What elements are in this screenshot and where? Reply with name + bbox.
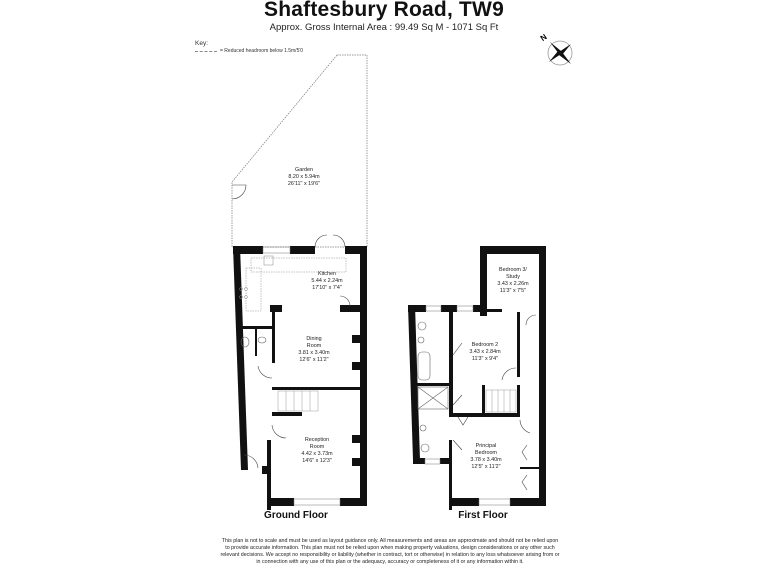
room-size-imperial: 26'11" x 19'6" xyxy=(287,181,321,187)
svg-text:N: N xyxy=(538,32,549,43)
floor-label-ground: Ground Floor xyxy=(264,510,328,521)
room-label-bedroom2 xyxy=(469,342,500,363)
room-name: Dining xyxy=(306,336,322,342)
room-name: Bedroom 2 xyxy=(471,342,499,348)
room-size-metric: 8.20 x 5.94m xyxy=(288,174,320,180)
key-item-label: = Reduced headroom below 1.5m/5'0 xyxy=(220,48,304,54)
area-subtitle: Approx. Gross Internal Area : 99.49 Sq M - 1071 Sq Ft xyxy=(269,22,499,33)
ground-floor-walls xyxy=(233,246,367,510)
room-size-imperial: 12'6" x 11'2" xyxy=(299,357,329,363)
key-title: Key: xyxy=(195,40,209,47)
room-name: Principal xyxy=(475,443,497,449)
first-floor-windows xyxy=(425,306,510,505)
room-name: Bedroom xyxy=(475,450,497,456)
first-stairs-icon xyxy=(486,390,516,412)
room-label-garden xyxy=(288,167,320,188)
room-label-bedroom3 xyxy=(497,267,528,295)
room-size-metric: 5.44 x 2.24m xyxy=(311,278,343,284)
room-name: Kitchen xyxy=(318,271,336,277)
room-size-metric: 3.78 x 3.40m xyxy=(470,457,502,463)
room-size-imperial: 14'6" x 12'3" xyxy=(302,458,332,464)
room-size-metric: 3.81 x 3.40m xyxy=(298,350,330,356)
bathroom-fixtures xyxy=(418,322,448,452)
room-size-metric: 4.42 x 3.73m xyxy=(301,451,333,457)
room-label-kitchen xyxy=(311,271,342,292)
garden-gate-icon xyxy=(232,185,246,199)
room-size-metric: 3.43 x 2.84m xyxy=(469,349,501,355)
floor-label-first: First Floor xyxy=(458,510,508,521)
wc-fixtures xyxy=(241,337,266,347)
room-name: Reception xyxy=(304,437,330,443)
room-name: Room xyxy=(309,444,325,450)
garden-outline xyxy=(232,55,367,247)
room-size-metric: 3.43 x 2.26m xyxy=(497,281,529,287)
room-size-imperial: 11'3" x 9'4" xyxy=(471,356,499,362)
ground-door-arcs xyxy=(244,296,350,468)
compass-north-icon xyxy=(539,32,572,65)
room-name: Room xyxy=(306,343,322,349)
page-title: Shaftesbury Road, TW9 xyxy=(264,0,504,21)
room-label-reception xyxy=(301,437,332,465)
room-name: Garden xyxy=(295,167,313,173)
room-size-imperial: 11'3" x 7'5" xyxy=(499,288,527,294)
room-size-imperial: 12'5" x 11'2" xyxy=(471,464,501,470)
ground-stairs-icon xyxy=(278,391,318,411)
disclaimer-text: This plan is not to scale and must be used as layout guidance only. All measurements and areas are approximate and should not be relied upon to provide accurate information. This plan must not be relied upon when making property valuations, design considerations or any other such relevant decisions. We accept no responsibility or liability (whether in contract, tort or otherwise) in relation to any loss whatsoever arising from or in connection with any use of this plan or the adequacy, accuracy or completeness of it or any information within it. xyxy=(220,538,560,565)
room-label-dining xyxy=(298,336,329,364)
room-size-imperial: 17'10" x 7'4" xyxy=(312,285,342,291)
french-doors-icon xyxy=(315,235,345,247)
room-name: Study xyxy=(506,274,520,280)
room-label-principal-bedroom xyxy=(470,443,501,471)
room-name: Bedroom 3/ xyxy=(499,267,527,273)
